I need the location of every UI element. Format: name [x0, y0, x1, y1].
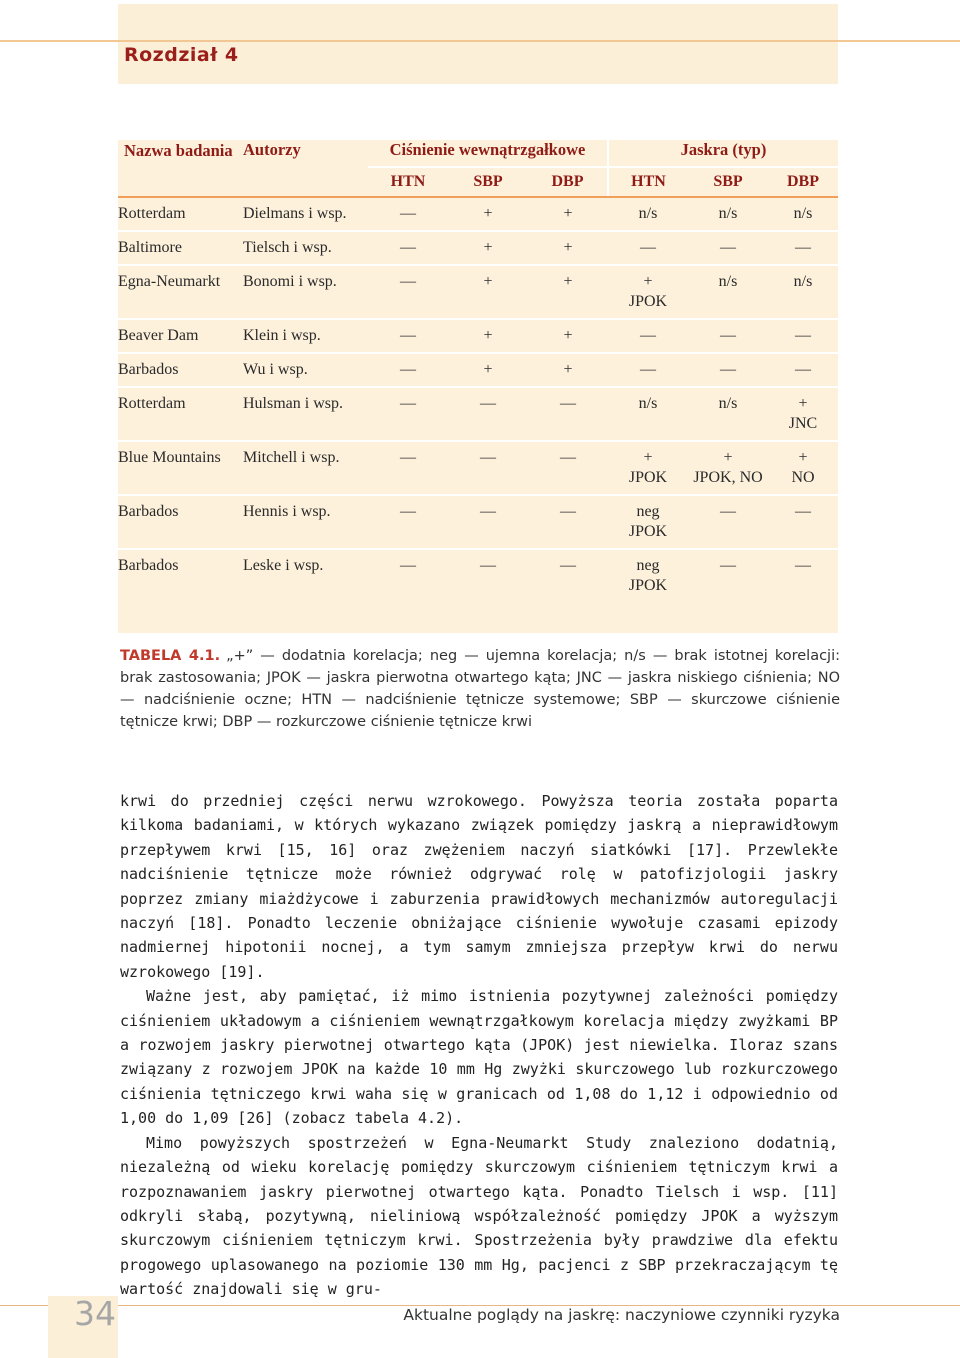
sub-header-cell: DBP	[768, 167, 838, 196]
study-table	[118, 140, 838, 602]
authors-cell: Wu i wsp.	[243, 353, 368, 387]
table-row	[118, 441, 838, 495]
value-cell: —	[768, 495, 838, 549]
authors-cell: Klein i wsp.	[243, 319, 368, 353]
value-cell: —	[368, 495, 448, 549]
value-cell: —	[768, 231, 838, 265]
group-header-glaucoma: Jaskra (typ)	[680, 140, 767, 159]
value-cell: —	[448, 495, 528, 549]
value-cell: neg JPOK	[608, 549, 688, 602]
sub-header-cell: DBP	[528, 167, 608, 196]
authors-cell: Hennis i wsp.	[243, 495, 368, 549]
value-cell: —	[608, 231, 688, 265]
col-header-authors: Autorzy	[243, 140, 301, 159]
value-cell: —	[688, 319, 768, 353]
body-text	[120, 789, 838, 1302]
value-cell: +	[448, 353, 528, 387]
caption-text: „+” — dodatnia korelacja; neg — ujemna korelacja; n/s — brak istotnej korelacji: brak zastosowania; JPOK — jaskra pierwotna otwartego kąta; JNC — jaskra niskiego ciśnienia; NO — nadciśnienie oczne; HTN — nadciśnienie tętnicze systemowe; SBP — skurczowe ciśnienie tętnicze krwi; DBP — rozkurczowe ciśnienie tętnicze krwi	[120, 648, 840, 730]
value-cell: + JNC	[768, 387, 838, 441]
value-cell: —	[448, 441, 528, 495]
table-row	[118, 549, 838, 602]
authors-cell: Dielmans i wsp.	[243, 205, 347, 222]
paragraph-3: Mimo powyższych spostrzeżeń w Egna-Neumarkt Study znaleziono dodatnią, niezależną od wieku korelację pomiędzy skurczowym ciśnieniem tętniczym krwi a rozpoznawaniem jaskry pierwotnej otwartego kąta. Ponadto Tielsch i wsp. [11] odkryli słabą, pozytywną, nieliniową współzależność pomiędzy JPOK a wyższym skurczowym ciśnieniem tętniczym krwi. Spostrzeżenia były prawdziwe dla efektu progowego uplasowanego na poziomie 130 mm Hg, pacjenci z SBP przekraczającym tę wartość znajdowali się w gru-	[120, 1133, 838, 1299]
study-table-container	[118, 140, 838, 633]
sub-header-cell: HTN	[608, 167, 688, 196]
col-header-study: Nazwa badania	[124, 141, 233, 160]
value-cell: —	[608, 353, 688, 387]
value-cell: +	[528, 319, 608, 353]
group-header-iop: Ciśnienie wewnątrzgałkowe	[368, 140, 608, 167]
page-number: 34	[74, 1294, 116, 1333]
value-cell: —	[688, 549, 768, 602]
value-cell: —	[368, 231, 448, 265]
value-cell: +	[448, 231, 528, 265]
value-cell: n/s	[638, 205, 658, 222]
study-name-cell: Barbados	[118, 353, 243, 387]
authors-cell: Mitchell i wsp.	[243, 441, 368, 495]
value-cell: —	[368, 353, 448, 387]
value-cell: n/s	[718, 205, 738, 222]
authors-cell: Tielsch i wsp.	[243, 231, 368, 265]
value-cell: —	[528, 549, 608, 602]
value-cell: —	[368, 387, 448, 441]
table-row	[118, 353, 838, 387]
study-name-cell: Blue Mountains	[118, 441, 243, 495]
value-cell: —	[448, 387, 528, 441]
study-name-cell: Baltimore	[118, 231, 243, 265]
value-cell: —	[768, 353, 838, 387]
value-cell: +	[528, 353, 608, 387]
value-cell: —	[688, 231, 768, 265]
value-cell: —	[368, 319, 448, 353]
value-cell: —	[688, 353, 768, 387]
table-caption	[120, 645, 840, 733]
value-cell: —	[528, 441, 608, 495]
value-cell: + NO	[768, 441, 838, 495]
paragraph-2: Ważne jest, aby pamiętać, iż mimo istnienia pozytywnej zależności pomiędzy ciśnieniem układowym a ciśnieniem wewnątrzgałkowym korelacja między zwyżkami BP a rozwojem jaskry pierwotnej otwartego kąta (JPOK) jest niewielka. Iloraz szans związany z rozwojem JPOK na każde 10 mm Hg zwyżki skurczowego lub rozkurczowego ciśnienia tętniczego krwi waha się w granicach od 1,08 do 1,12 i odpowiednio od 1,00 do 1,09 [26] (zobacz tabela 4.2).	[120, 987, 838, 1128]
value-cell: —	[608, 319, 688, 353]
value-cell: + JPOK	[608, 265, 688, 319]
value-cell: —	[768, 549, 838, 602]
header-rule	[0, 40, 960, 42]
table-row	[118, 319, 838, 353]
value-cell: —	[688, 495, 768, 549]
value-cell: —	[368, 441, 448, 495]
value-cell: —	[368, 265, 448, 319]
value-cell: —	[400, 205, 416, 222]
value-cell: n/s	[688, 265, 768, 319]
authors-cell: Bonomi i wsp.	[243, 265, 368, 319]
table-row	[118, 265, 838, 319]
value-cell: + JPOK	[608, 441, 688, 495]
study-name-cell: Rotterdam	[118, 205, 186, 222]
sub-header-cell: HTN	[368, 167, 448, 196]
authors-cell: Hulsman i wsp.	[243, 387, 368, 441]
value-cell: —	[768, 319, 838, 353]
value-cell: +	[528, 265, 608, 319]
value-cell: —	[368, 549, 448, 602]
study-name-cell: Beaver Dam	[118, 319, 243, 353]
table-body	[118, 198, 838, 602]
value-cell: —	[448, 549, 528, 602]
value-cell: n/s	[793, 205, 813, 222]
study-name-cell: Barbados	[118, 495, 243, 549]
table-row	[118, 387, 838, 441]
study-name-cell: Barbados	[118, 549, 243, 602]
value-cell: +	[448, 319, 528, 353]
value-cell: neg JPOK	[608, 495, 688, 549]
value-cell: + JPOK, NO	[688, 441, 768, 495]
paragraph-1: krwi do przedniej części nerwu wzrokowego. Powyższa teoria została poparta kilkoma badaniami, w których wykazano związek pomiędzy jaskrą a nieprawidłowym przepływem krwi [15, 16] oraz zwężeniem naczyń siatkówki [17]. Przewlekłe nadciśnienie tętnicze może również odgrywać rolę w patofizjologii jaskry poprzez zmiany miażdżycowe i zaburzenia prawidłowych mechanizmów autoregulacji naczyń [18]. Ponadto leczenie obniżające ciśnienie wywołuje czasami epizody nadmiernej hipotonii nocnej, a tym samym zmniejsza przepływ krwi do nerwu wzrokowego [19].	[120, 792, 838, 981]
sub-header-cell: SBP	[688, 167, 768, 196]
value-cell: +	[563, 205, 573, 222]
value-cell: —	[528, 387, 608, 441]
table-row	[118, 495, 838, 549]
value-cell: n/s	[608, 387, 688, 441]
table-row	[118, 198, 838, 231]
table-row	[118, 231, 838, 265]
study-name-cell: Egna-Neumarkt	[118, 265, 243, 319]
value-cell: —	[528, 495, 608, 549]
authors-cell: Leske i wsp.	[243, 549, 368, 602]
study-name-cell: Rotterdam	[118, 387, 243, 441]
value-cell: n/s	[768, 265, 838, 319]
running-footer-title: Aktualne poglądy na jaskrę: naczyniowe czynniki ryzyka	[403, 1306, 840, 1324]
value-cell: +	[448, 265, 528, 319]
value-cell: n/s	[688, 387, 768, 441]
value-cell: +	[483, 205, 493, 222]
sub-header-cell: SBP	[448, 167, 528, 196]
chapter-title: Rozdział 4	[124, 44, 239, 66]
value-cell: +	[528, 231, 608, 265]
caption-label: TABELA 4.1.	[120, 648, 221, 664]
